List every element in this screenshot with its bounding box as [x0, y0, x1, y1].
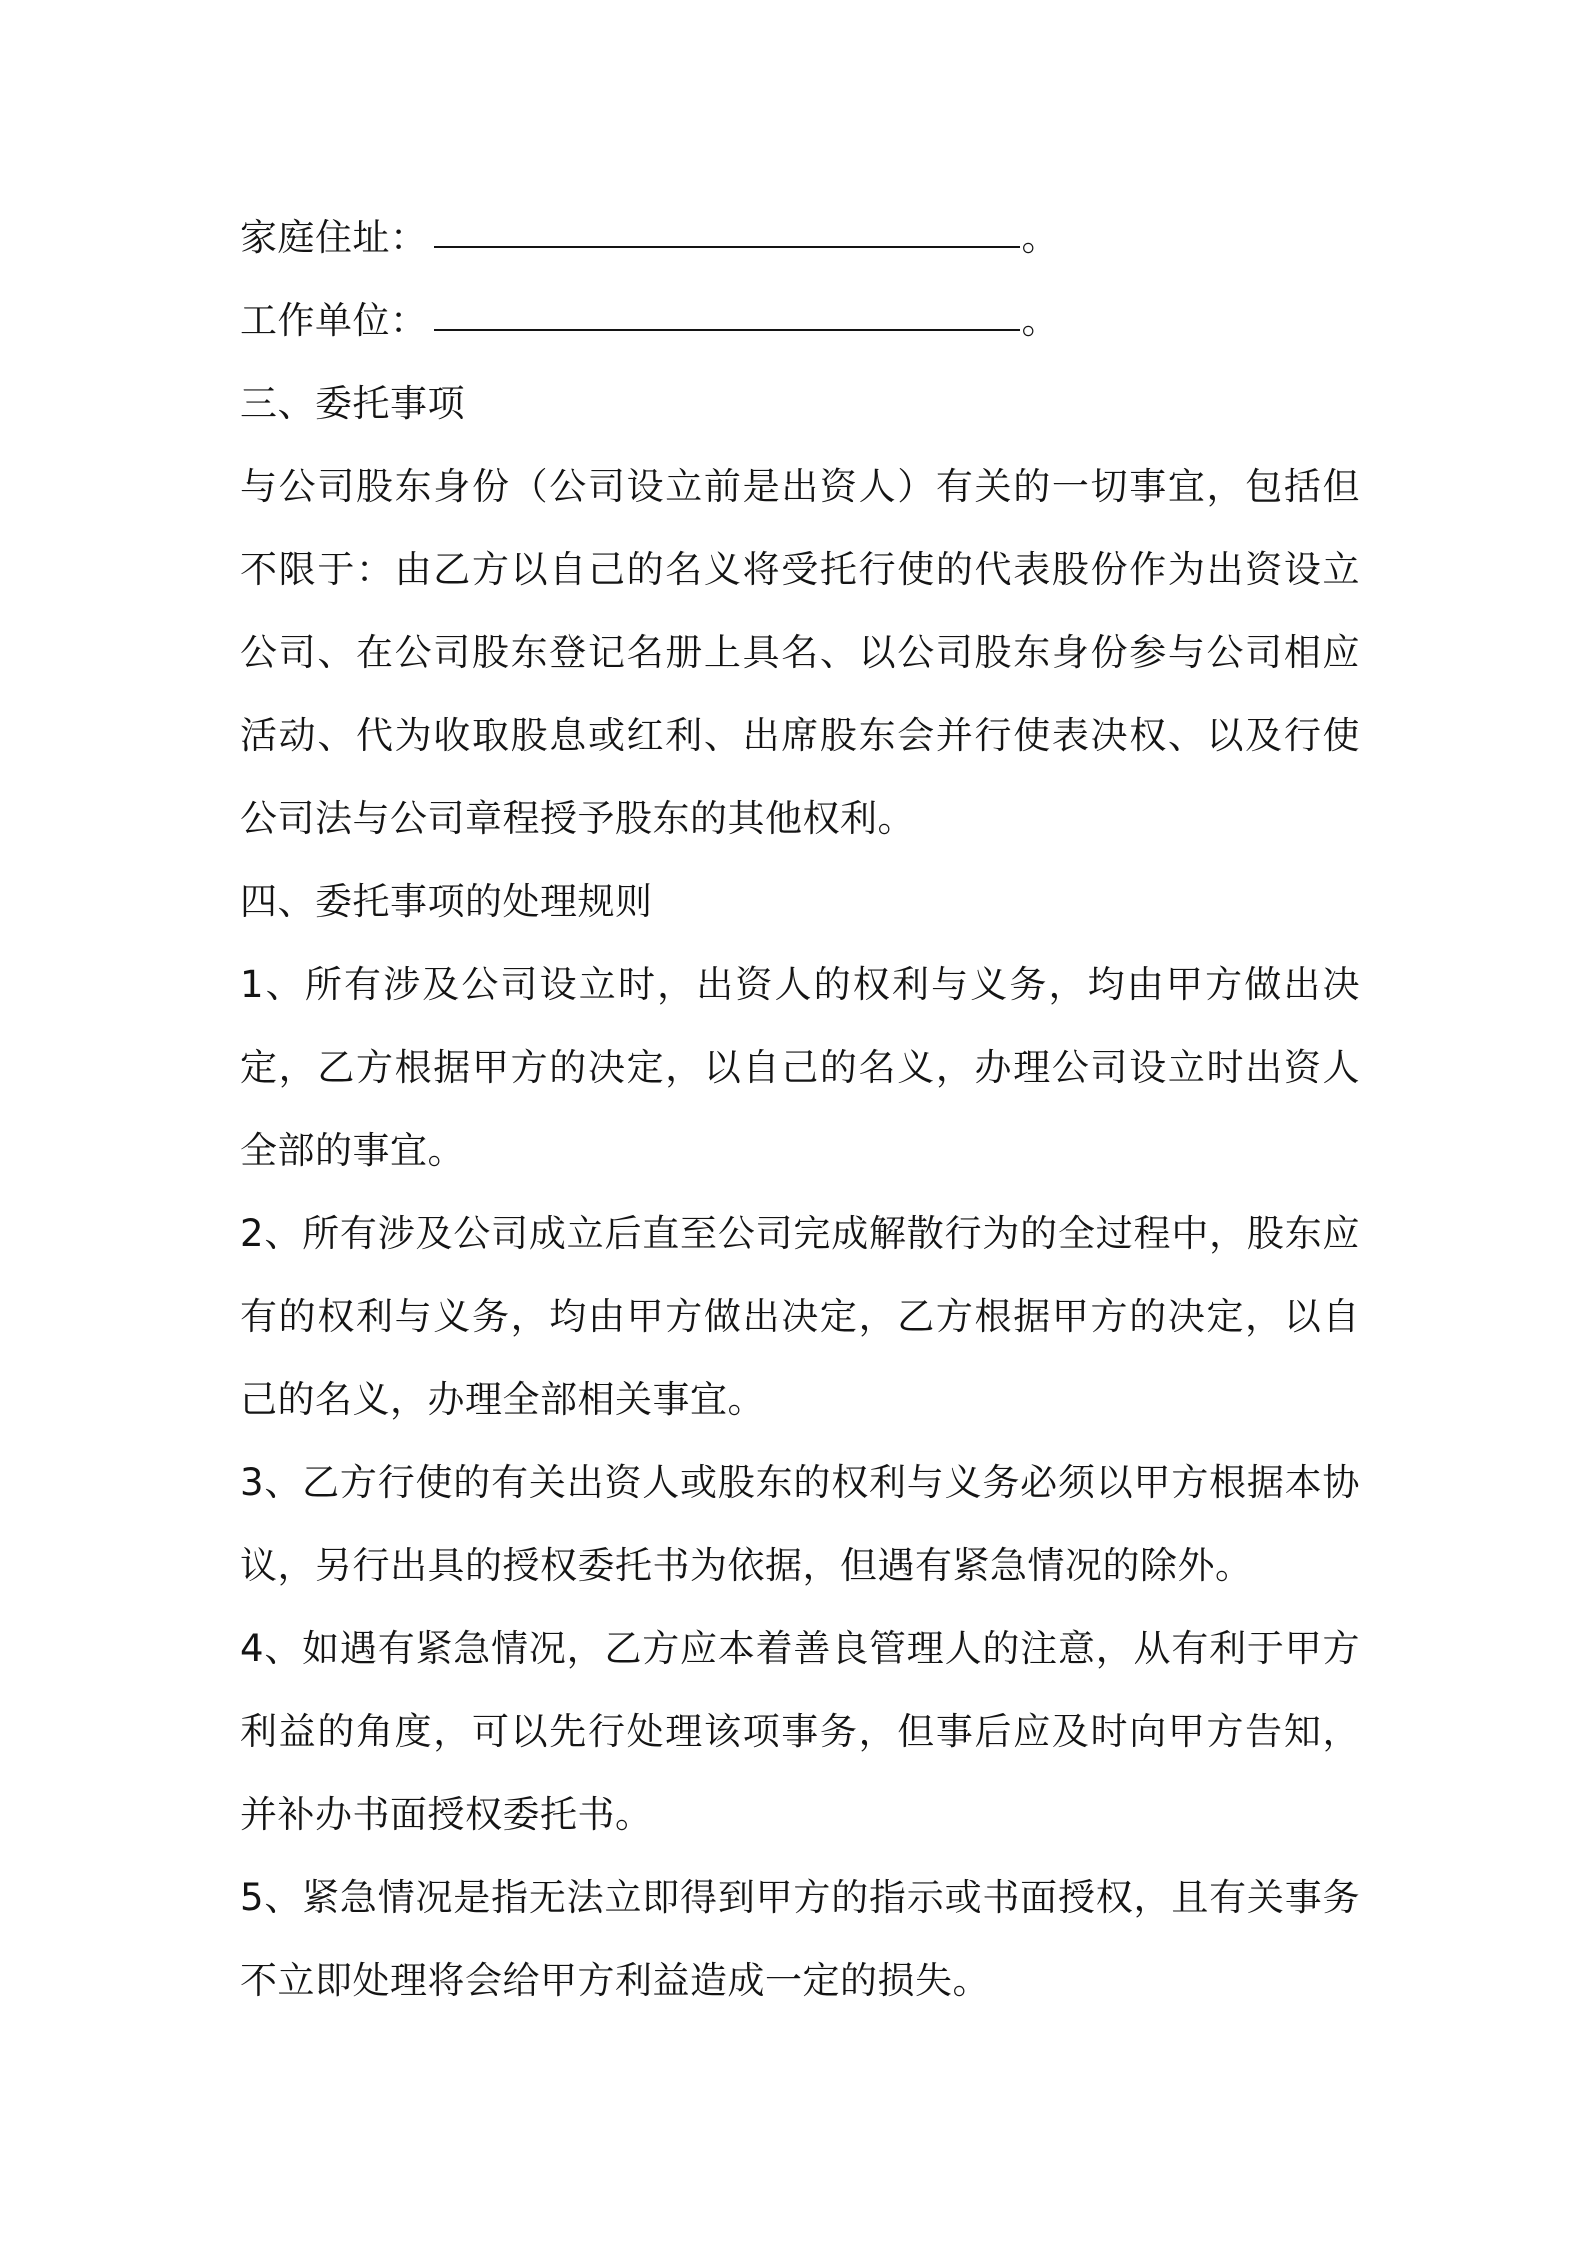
- home-address-line: [240, 196, 1360, 279]
- workplace-label: 工作单位：: [240, 299, 428, 342]
- rule-item-3: 3、乙方行使的有关出资人或股东的权利与义务必须以甲方根据本协议，另行出具的授权委托书为依据，但遇有紧急情况的除外。: [240, 1461, 1360, 1587]
- home-address-end: 。: [1021, 216, 1059, 259]
- rule-item-2: 2、所有涉及公司成立后直至公司完成解散行为的全过程中，股东应有的权利与义务，均由甲方做出决定，乙方根据甲方的决定，以自己的名义，办理全部相关事宜。: [240, 1212, 1360, 1421]
- rule-item-4: 4、如遇有紧急情况，乙方应本着善良管理人的注意，从有利于甲方利益的角度，可以先行处理该项事务，但事后应及时向甲方告知，并补办书面授权委托书。: [240, 1627, 1360, 1836]
- document-body: [240, 196, 1360, 2022]
- workplace-line: [240, 279, 1360, 362]
- home-address-blank: [434, 200, 1020, 248]
- home-address-label: 家庭住址：: [240, 216, 428, 259]
- section-3-heading: 三、委托事项: [240, 382, 465, 425]
- rule-item-1: 1、所有涉及公司设立时，出资人的权利与义务，均由甲方做出决定，乙方根据甲方的决定，以自己的名义，办理公司设立时出资人全部的事宜。: [240, 963, 1360, 1172]
- workplace-blank: [434, 283, 1020, 331]
- section-3-body: 与公司股东身份（公司设立前是出资人）有关的一切事宜，包括但不限于：由乙方以自己的名义将受托行使的代表股份作为出资设立公司、在公司股东登记名册上具名、以公司股东身份参与公司相应活动、代为收取股息或红利、出席股东会并行使表决权、以及行使公司法与公司章程授予股东的其他权利。: [240, 465, 1360, 840]
- section-4-heading: 四、委托事项的处理规则: [240, 880, 653, 923]
- workplace-end: 。: [1021, 299, 1059, 342]
- rule-item-5: 5、紧急情况是指无法立即得到甲方的指示或书面授权，且有关事务不立即处理将会给甲方利益造成一定的损失。: [240, 1876, 1360, 2002]
